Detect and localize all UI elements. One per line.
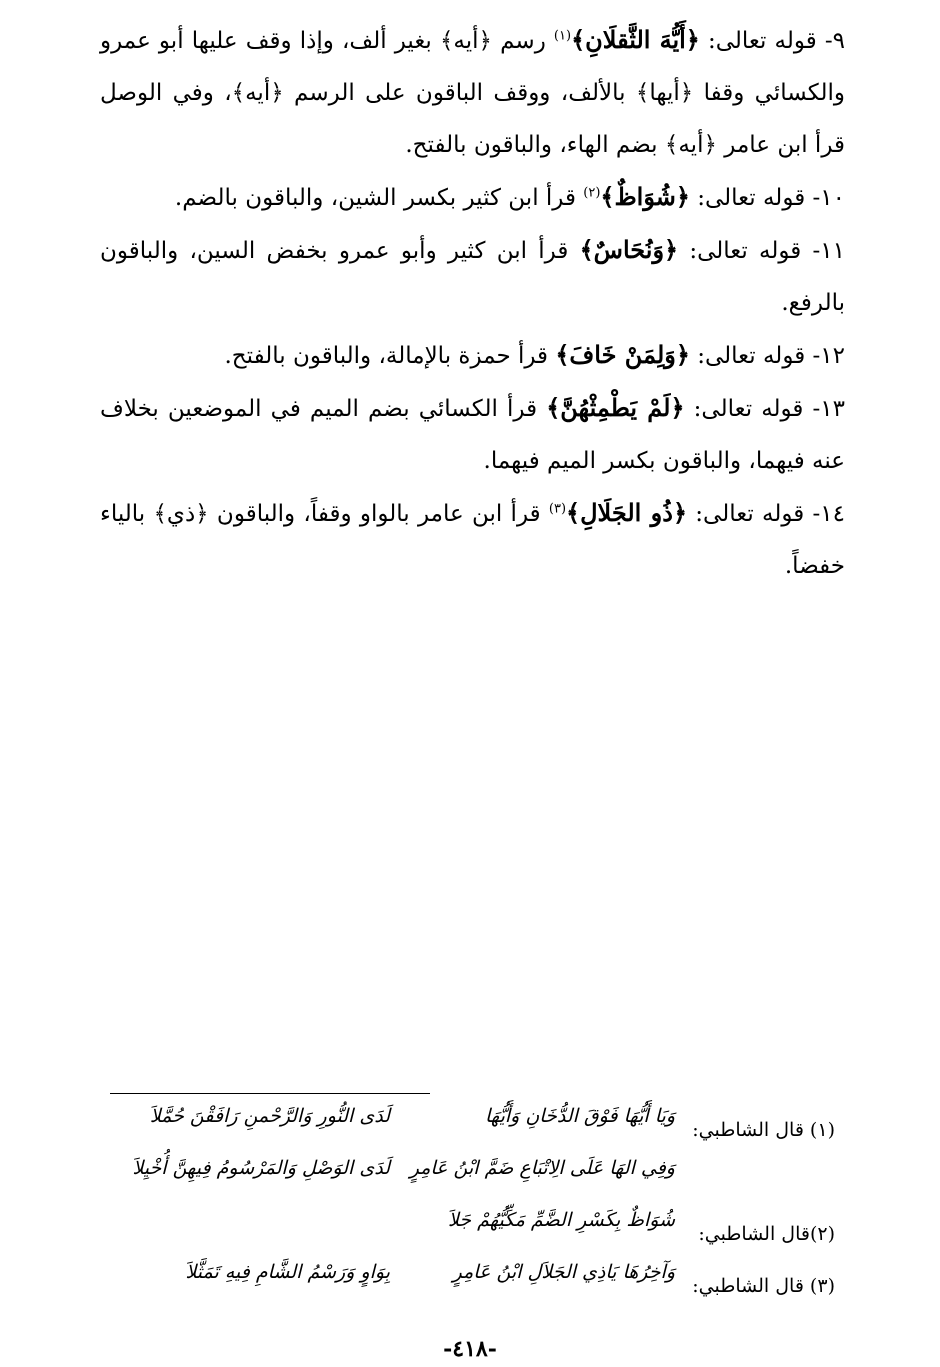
footnote-label: [675, 1157, 835, 1171]
item-text: رسم ﴿أيه﴾ بغير ألف، وإذا وقف عليها أبو عمرو والكسائي وقفا ﴿أيها﴾ بالألف، ووقف الباقون على الرسم ﴿أيه﴾، وفي الوصل قرأ ابن عامر ﴿أيه﴾ بضم الهاء، والباقون بالفتح.: [100, 28, 845, 158]
footnote-row: [110, 1261, 835, 1313]
footnote-row: [110, 1105, 835, 1157]
verse-second-hemistich: لَدَى النُّورِ وَالرَّحْمنِ رَافَقْنَ حُمَّلاَ: [149, 1105, 390, 1127]
main-text: [100, 14, 845, 592]
paragraph-10: [100, 171, 845, 224]
item-prefix: ١٤- قوله تعالى:: [687, 501, 845, 527]
footnote-label: (٣) قال الشاطبي:: [692, 1275, 835, 1297]
footnote-label: (١) قال الشاطبي:: [692, 1119, 835, 1141]
quran-quote: ﴿ذُو الجَلَالِ﴾: [566, 498, 688, 527]
verse-second-hemistich: بِوَاوٍ وَرَسْمُ الشَّامِ فِيهِ تَمَثَّلاَ: [185, 1261, 390, 1283]
item-text: قرأ ابن عامر بالواو وقفاً، والباقون ﴿ذي﴾ بالياء خفضاً.: [100, 501, 845, 579]
paragraph-9: [100, 14, 845, 171]
footnote-row: [110, 1209, 835, 1261]
item-prefix: ١٣- قوله تعالى:: [684, 396, 845, 422]
footnote-ref: (٢): [583, 185, 601, 201]
quran-quote: ﴿وَنُحَاسٌ﴾: [579, 235, 679, 264]
item-prefix: ٩- قوله تعالى:: [699, 28, 845, 54]
footnote-divider: [110, 1093, 430, 1094]
quran-quote: ﴿أَيُّهَ الثَّقلَانِ﴾: [571, 25, 700, 54]
footnote-label: (٢)قال الشاطبي:: [698, 1223, 835, 1245]
item-prefix: ١٠- قوله تعالى:: [689, 185, 845, 211]
verse-first-hemistich: وَآخِرُهَا يَاذِي الجَلاَلِ ابْنُ عَامِرٍ: [452, 1261, 675, 1283]
item-prefix: ١١- قوله تعالى:: [678, 238, 845, 264]
footnote-row: [110, 1157, 835, 1209]
verse-first-hemistich: وَفِي الهَا عَلَى الِاتْبَاعِ ضَمَّ ابْنُ عَامِرٍ: [409, 1157, 675, 1179]
paragraph-14: [100, 487, 845, 592]
item-prefix: ١٢- قوله تعالى:: [689, 343, 845, 369]
item-text: قرأ حمزة بالإمالة، والباقون بالفتح.: [224, 343, 556, 369]
quran-quote: ﴿لَمْ يَطْمِثْهُنَّ﴾: [546, 393, 685, 422]
paragraph-13: [100, 382, 845, 487]
verse-first-hemistich: شُوَاظٌ بِكَسْرِ الضَّمِّ مَكِّيُّهُمْ جَلاَ: [447, 1209, 675, 1231]
footnotes: [110, 1105, 835, 1313]
item-text: قرأ ابن كثير بكسر الشين، والباقون بالضم.: [174, 185, 584, 211]
page-number: -٤١٨-: [443, 1336, 497, 1362]
paragraph-11: [100, 224, 845, 329]
verse-first-hemistich: وَيَا أَيُّهَا فَوْقَ الدُّخَانِ وَأَيُّهَا: [485, 1105, 675, 1127]
quran-quote: ﴿شُوَاظٌ﴾: [600, 182, 690, 211]
quran-quote: ﴿وَلِمَنْ خَافَ﴾: [555, 340, 690, 369]
verse-second-hemistich: لَدَى الوَصْلِ وَالمَرْسُومُ فِيهِنَّ أُخْيِلاَ: [132, 1157, 390, 1179]
paragraph-12: [100, 329, 845, 382]
footnote-ref: (٣): [548, 501, 567, 517]
footnote-ref: (١): [553, 28, 572, 44]
item-text: قرأ ابن كثير وأبو عمرو بخفض السين، والباقون بالرفع.: [100, 238, 845, 316]
item-text: قرأ الكسائي بضم الميم في الموضعين بخلاف عنه فيهما، والباقون بكسر الميم فيهما.: [100, 396, 845, 474]
